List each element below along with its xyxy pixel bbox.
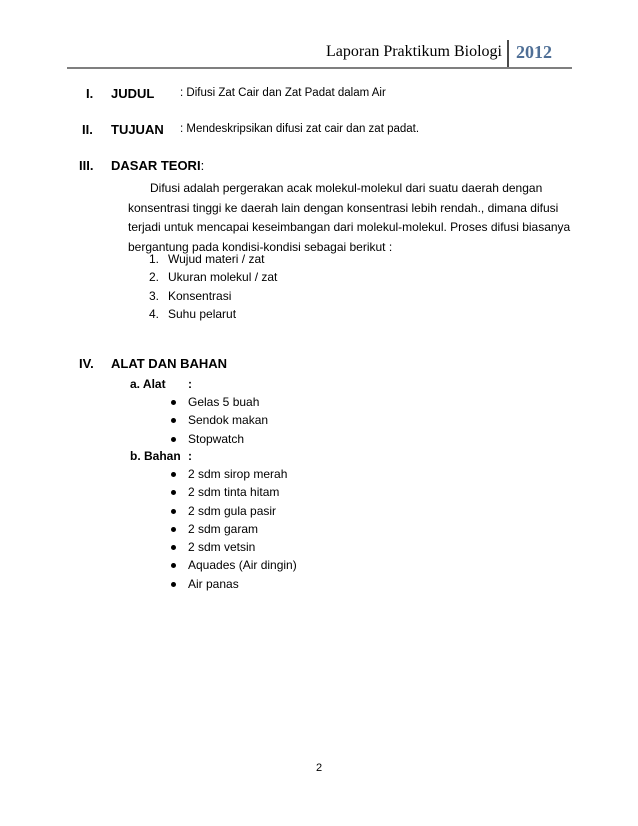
list-item: [170, 502, 297, 520]
list-text: 2 sdm gula pasir: [188, 503, 277, 518]
page-number: 2: [315, 762, 323, 774]
section-heading: TUJUAN: [111, 122, 164, 137]
header-year: 2012: [516, 42, 552, 62]
section-number: III.: [79, 158, 94, 173]
bullet-icon: [171, 545, 176, 550]
section-number: I.: [86, 86, 94, 101]
header-rule: [67, 67, 572, 69]
list-item: [170, 465, 297, 483]
section-number: II.: [82, 122, 93, 137]
list-item: [170, 520, 297, 538]
alat-label: a. Alat: [130, 377, 166, 391]
bullet-icon: [171, 582, 176, 587]
list-text: 2 sdm sirop merah: [188, 467, 288, 481]
list-item: [170, 538, 297, 556]
list-item: [170, 575, 297, 593]
header-title: Laporan Praktikum Biologi: [326, 43, 502, 60]
bullet-icon: [171, 563, 176, 568]
alat-colon: :: [188, 377, 192, 391]
list-number: 3.: [149, 288, 160, 303]
bahan-label: b. Bahan: [130, 449, 181, 463]
list-number: 1.: [149, 252, 160, 266]
list-item: [149, 250, 277, 268]
section-heading-suffix: :: [200, 158, 205, 173]
list-text: 2 sdm garam: [188, 521, 259, 536]
list-item: [149, 305, 277, 323]
section-text: : Mendeskripsikan difusi zat cair dan zat padat.: [180, 123, 420, 135]
header-divider: [507, 40, 509, 68]
list-text: Sendok makan: [188, 413, 269, 428]
paragraph-line: terjadi untuk mencapai keseimbangan dari molekul-molekul. Proses difusi biasanya: [128, 220, 571, 234]
paragraph-line: Difusi adalah pergerakan acak molekul-molekul dari suatu daerah dengan: [150, 181, 543, 195]
list-text: 2 sdm tinta hitam: [188, 485, 280, 500]
section-heading: JUDUL: [111, 86, 155, 101]
section-heading: ALAT DAN BAHAN: [111, 356, 228, 371]
section-text: : Difusi Zat Cair dan Zat Padat dalam Air: [180, 87, 386, 99]
bullet-icon: [171, 527, 176, 532]
dasar-teori-paragraph: [128, 179, 571, 257]
paragraph-line: konsentrasi tinggi ke daerah lain dengan konsentrasi lebih rendah., dimana difusi: [128, 200, 559, 215]
page-header: [0, 40, 638, 70]
bullet-icon: [171, 437, 176, 442]
bullet-icon: [171, 509, 176, 514]
bahan-list: [170, 465, 297, 593]
list-text: Aquades (Air dingin): [188, 558, 297, 573]
list-item: [170, 411, 268, 429]
paragraph-line: bergantung pada kondisi-kondisi sebagai berikut :: [128, 239, 393, 254]
list-text: Suhu pelarut: [168, 306, 237, 321]
bullet-icon: [171, 400, 176, 405]
bullet-icon: [171, 418, 176, 423]
list-text: 2 sdm vetsin: [188, 540, 256, 555]
list-text: Stopwatch: [188, 431, 245, 446]
list-text: Ukuran molekul / zat: [168, 270, 278, 285]
list-number: 4.: [149, 306, 160, 321]
condition-list: [149, 250, 277, 323]
alat-list: [170, 393, 268, 448]
list-text: Konsentrasi: [168, 288, 232, 303]
list-number: 2.: [149, 270, 160, 285]
section-heading: [111, 158, 204, 173]
list-text: Wujud materi / zat: [168, 252, 265, 266]
list-item: [170, 483, 297, 501]
list-text: Gelas 5 buah: [188, 395, 260, 409]
list-item: [170, 430, 268, 448]
list-item: [170, 393, 268, 411]
section-heading-text: DASAR TEORI: [111, 158, 201, 173]
list-item: [149, 287, 277, 305]
list-item: [170, 556, 297, 574]
list-text: Air panas: [188, 576, 239, 591]
bullet-icon: [171, 472, 176, 477]
section-number: IV.: [79, 356, 94, 371]
bahan-colon: :: [188, 449, 192, 463]
bullet-icon: [171, 490, 176, 495]
list-item: [149, 268, 277, 286]
